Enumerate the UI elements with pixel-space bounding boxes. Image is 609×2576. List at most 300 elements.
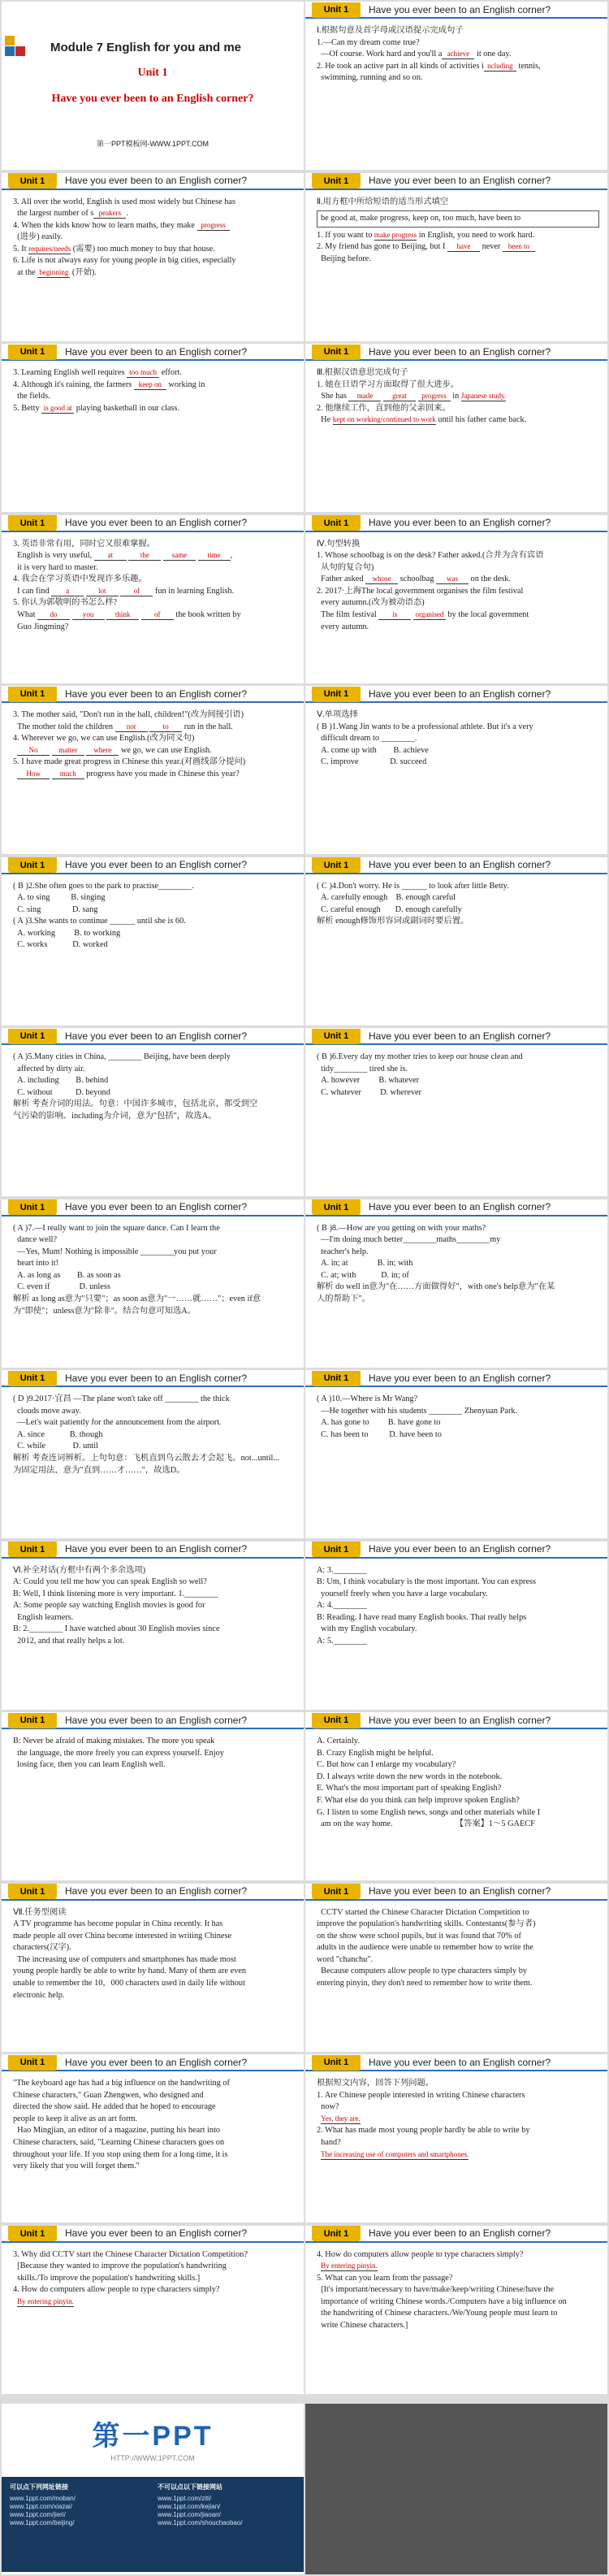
slide-header [2,515,304,532]
slide-body [2,1387,304,1477]
text-line: ( B )1.Wang Jin wants to be a professional athlete. But it's a very [317,722,533,731]
slide-body [305,1559,607,1648]
text-line: entering pinyin, they don't need to remember how to write them. [317,1979,533,1988]
text-line: ( B )2.She often goes to the park to practise________. [13,881,194,891]
unit-badge: Unit 1 [8,2226,57,2241]
text-line: 4. 我会在学习英语中发现许多乐趣。 [13,575,147,584]
text-line: B: Um, I think vocabulary is the most important. You can express [317,1577,536,1587]
text-line: By entering pinyin. [321,2262,378,2270]
text-line: Hao Mingjian, an editor of a magazine, putting his heart into [13,2126,221,2136]
footer-link[interactable]: www.1ppt.com/jieri/ [10,2511,66,2518]
slide-header [305,1712,607,1729]
text-line: 为"即使"；unless意为"除非"。结合句意可知选A。 [13,1306,197,1316]
exercise-slide [2,686,304,854]
text-line: C. But how can I enlarge my vocabulary? [317,1760,456,1770]
text-line: C. while D. until [13,1442,98,1451]
text-line: 气污染的影响。including为介词，意为"包括"，故选A。 [13,1111,217,1121]
text-line: English learners. [13,1612,74,1622]
unit-badge: Unit 1 [8,1713,57,1728]
slide-body [305,1216,607,1306]
text-line: 5. I have made great progress in Chinese this year.(对画线部分提问) [13,757,246,767]
slide-body [2,361,304,414]
text-line: the language, the more freely you can express yourself. Enjoy [13,1748,224,1758]
header-title: Have you ever been to an English corner? [65,687,248,700]
header-title: Have you ever been to an English corner? [369,687,551,700]
exercise-slide [2,1712,304,1880]
header-title: Have you ever been to an English corner? [65,859,248,870]
slide-header [2,2054,304,2071]
text-line: 为固定用法，意为"直到……才……"，故选D。 [13,1465,185,1475]
text-line: 3. 英语非常有用，同时它又很难掌握。 [13,539,156,549]
text-line: A: Could you tell me how you can speak English so well? [13,1577,207,1587]
footer-links-panel [2,2477,304,2572]
text-line: 解析 as long as意为"只要"；as soon as意为"一……就……"；even if意 [13,1295,261,1304]
text-line: am on the way home. 【答案】1～5 GAECF [317,1819,535,1829]
text-line: Ⅳ.句型转换 [317,539,361,549]
text-line: A. however B. whatever [317,1076,420,1086]
text-line: 5. Betty is good at playing basketball in our class. [13,403,180,413]
slide-body [305,2071,607,2161]
footer-link[interactable]: www.1ppt.com/xiazai/ [10,2503,72,2510]
header-title: Have you ever been to an English corner? [65,2227,248,2239]
footer-url[interactable]: HTTP://WWW.1PPT.COM [110,2454,195,2462]
text-line: Ⅲ.根据汉语意思完成句子 [317,368,408,377]
exercise-slide [305,686,607,854]
header-title: Have you ever been to an English corner? [369,1543,551,1555]
header-title: Have you ever been to an English corner? [369,175,551,186]
slide-header [305,1199,607,1216]
text-line: A. including B. behind [13,1076,109,1086]
exercise-slide [305,2,607,170]
text-line: importance of writing Chinese words./Computers have a big influence on [317,2296,567,2306]
logo-square-blue [5,46,15,56]
exercise-slide [305,1199,607,1368]
slide-body [305,190,607,266]
text-line: 1. Whose schoolbag is on the desk? Father asked.(合并为含有宾语 [317,551,544,561]
text-line: improve the population's handwriting skills. Contestants(参与者) [317,1919,536,1929]
text-line: skills./To improve the population's handwriting skills.] [13,2273,201,2283]
exercise-slide [2,1884,304,2052]
footer-slide [2,2404,304,2574]
text-line: clouds move away. [13,1406,81,1416]
exercise-slide [305,2054,607,2223]
text-line: A. since B. though [13,1429,103,1439]
footer-link[interactable]: www.1ppt.com/moban/ [10,2495,76,2502]
unit-badge: Unit 1 [312,1884,361,1899]
text-line: The increasing use of computers and smartphones has made most [13,1954,236,1964]
slide-header [305,515,607,532]
text-line: D. I always write down the new words in the notebook. [317,1772,503,1781]
text-line: 1. If you want to make progress in English, you need to work hard. [317,230,535,240]
unit-badge: Unit 1 [312,1713,361,1728]
header-title: Have you ever been to an English corner? [65,2056,248,2068]
text-line: A. Certainly. [317,1737,360,1746]
slide-header [2,1370,304,1387]
slide-body [2,1729,304,1772]
text-line: 4. Although it's raining, the farmers keep on working in [13,379,205,389]
exercise-slide [305,857,607,1026]
text-line: on the show were school pupils, but it was found that 70% of [317,1931,521,1941]
slide-body [305,703,607,769]
text-line: B: Never be afraid of making mistakes. The more you speak [13,1737,215,1746]
unit-badge: Unit 1 [312,1199,361,1215]
text-line: 2. 他继续工作，直到他的父亲回来。 [317,403,451,413]
text-line: 3. The mother said, "Don't run in the hall, children!"(改为间接引语) [13,710,244,719]
text-line: A. working B. to working [13,928,121,938]
text-line: 3. All over the world, English is used most widely but Chinese has [13,197,235,206]
unit-badge: Unit 1 [312,173,361,189]
text-line: C. improve D. succeed [317,757,427,767]
text-line: throughout your life. If you stop using them for a long time, it is [13,2149,228,2159]
slide-header [305,173,607,190]
title-slide [2,2,304,170]
text-line: A: 3.________ [317,1565,367,1575]
header-title: Have you ever been to an English corner? [65,1030,248,1042]
slide-body [2,703,304,781]
text-line: word "chanchu". [317,1954,374,1964]
exercise-slide [2,173,304,341]
slide-body [305,1901,607,1990]
unit-badge: Unit 1 [8,687,57,702]
text-line: (进步) easily. [13,232,63,242]
exercise-slide [2,1542,304,1710]
unit-title: Unit 1 [137,67,168,79]
unit-badge: Unit 1 [312,515,361,531]
slide-header [2,173,304,190]
text-line: Ⅶ.任务型阅读 [13,1907,67,1917]
slide-header [305,857,607,874]
exercise-slide [305,1884,607,2052]
exercise-slide [2,2054,304,2223]
footer-col1-title: 可以点下列网址链接 [10,2483,68,2491]
slide-header [305,686,607,703]
header-title: Have you ever been to an English corner? [369,2227,551,2239]
text-line: the handwriting of Chinese characters./We/Young people must learn to [317,2309,558,2318]
text-line: now? [317,2102,339,2112]
unit-badge: Unit 1 [312,1029,361,1044]
text-line: English is very useful, at the same time , [13,551,233,561]
exercise-slide [305,2226,607,2394]
header-title: Have you ever been to an English corner? [369,345,551,358]
text-line: at the beginning (开始). [13,268,97,278]
footer-logo: 第一PPT [92,2421,214,2452]
header-title: Have you ever been to an English corner? [369,2056,551,2068]
text-line: Guo Jingming? [13,622,69,631]
unit-badge: Unit 1 [8,515,57,531]
unit-badge: Unit 1 [312,687,361,702]
slide-header [305,344,607,361]
unit-badge: Unit 1 [312,2055,361,2071]
text-line: 5. 你认为郭敬明的书怎么样? [13,598,118,608]
header-title: Have you ever been to an English corner? [369,517,551,528]
text-line: The mother told the children not to run in the hall. [13,722,233,731]
unit-badge: Unit 1 [312,1542,361,1557]
footer-link[interactable]: www.1ppt.com/ziti/ [158,2495,212,2502]
footer-link[interactable]: www.1ppt.com/beijing/ [10,2519,75,2526]
text-line: 解析 考查介词的用法。句意：中国许多城市，包括北京，都受到空 [13,1099,258,1109]
slide-header [2,1542,304,1559]
text-line: B: 2.________ I have watched about 30 English movies since [13,1624,220,1634]
header-title: Have you ever been to an English corner? [369,1885,551,1897]
slide-body [2,1045,304,1123]
slide-body [2,190,304,280]
text-line: every autumn. [317,622,369,631]
slide-body [2,1901,304,2002]
text-line: 2. 2017·上海The local government organises the film festival [317,586,524,596]
unit-badge: Unit 1 [8,1371,57,1386]
text-line: 5. What can you learn from the passage? [317,2273,453,2283]
header-title: Have you ever been to an English corner? [65,345,248,358]
exercise-slide [305,1712,607,1880]
exercise-slide [305,515,607,683]
text-line: 根据短文内容，回答下列问题。 [317,2079,434,2088]
text-line: difficult dream to ________. [317,734,417,744]
footer-col2-title: 不可以点以下链接网站 [158,2483,222,2491]
text-line: 2. He took an active part in all kinds of activities i ncluding tennis, [317,61,541,71]
text-line: write Chinese characters.] [317,2321,408,2331]
text-line: 4. When the kids know how to learn maths, they make progress [13,220,296,232]
text-line: 4. Wherever we go, we can use English.(改为同义句) [13,734,195,744]
header-title: Have you ever been to an English corner? [65,517,248,528]
text-line: F. What else do you think can help improve spoken English? [317,1795,520,1805]
unit-badge: Unit 1 [312,857,361,873]
text-line: [Because they wanted to improve the population's handwriting [13,2262,227,2271]
text-line: He kept on working/continued to work until his father came back. [317,415,527,425]
text-line: people to keep it alive as an art form. [13,2114,137,2123]
text-line: By entering pinyin. [17,2296,74,2305]
text-line: ( B )6.Every day my mother tries to keep our house clean and [317,1052,523,1061]
slide-header [305,2054,607,2071]
header-title: Have you ever been to an English corner? [369,1201,551,1212]
text-line: Chinese characters, said, "Learning Chinese characters goes on [13,2137,225,2147]
text-line: yourself freely when you have a large vocabulary. [317,1589,488,1598]
text-line: —Let's wait patiently for the announcement from the airport. [13,1418,222,1428]
text-line: A TV programme has become popular in China recently. It has [13,1919,223,1929]
text-line: Ⅱ.用方框中所给短语的适当形式填空 [317,197,449,206]
header-title: Have you ever been to an English corner? [65,175,248,186]
text-line: ( A )10.—Where is Mr Wang? [317,1394,418,1403]
text-line: A: Some people say watching English movies is good for [13,1601,205,1611]
text-line: unable to remember the 10，000 characters used in daily life without [13,1979,245,1988]
exercise-slide [2,1028,304,1196]
slide-header [2,344,304,361]
exercise-slide [2,2226,304,2394]
text-line: 3. Learning English well requires too much effort. [13,368,182,377]
slide-body [305,19,607,85]
text-line: 2. What has made most young people hardly be able to write by [317,2126,530,2136]
text-line: Father asked whose schoolbag was on the desk. [317,575,512,584]
exercise-slide [2,344,304,512]
text-line: C. has been to D. have been to [317,1429,442,1439]
text-line: A. come up with B. achieve [317,745,429,755]
text-line: ( C )4.Don't worry. He is ______ to look after little Betty. [317,881,509,891]
header-title: Have you ever been to an English corner? [65,1714,248,1726]
slide-header [2,2226,304,2243]
text-line: 5. It requires/needs (需要) too much money to buy that house. [13,244,215,254]
text-line: ( B )8.—How are you getting on with your maths? [317,1223,486,1233]
exercise-slide [305,1370,607,1538]
text-line: the fields. [13,392,50,401]
text-line: The film festival is organised by the local government [317,610,529,620]
header-title: Have you ever been to an English corner? [65,1372,248,1384]
exercise-slide [2,1199,304,1368]
text-line: A: 5.________ [317,1637,367,1646]
text-line: Ⅰ.根据句意及首字母或汉语提示完成句子 [317,26,464,35]
slide-header [305,1884,607,1901]
logo-square-red [15,46,25,56]
slide-header [305,1028,607,1045]
slide-header [2,686,304,703]
text-line: E. What's the most important part of speaking English? [317,1784,502,1793]
header-title: Have you ever been to an English corner? [369,859,551,870]
text-line: A. as long as B. as soon as [13,1270,121,1280]
text-line: C. even if D. unless [13,1282,110,1292]
exercise-slide [305,344,607,512]
text-line: 4. How do computers allow people to type characters simply? [13,2285,220,2295]
slide-body [305,361,607,427]
text-line: C. sing D. sang [13,904,98,914]
text-line: B. Crazy English might be helpful. [317,1748,434,1758]
lesson-title: Have you ever been to an English corner? [51,93,254,105]
text-line: very likely that you will forget them." [13,2162,140,2171]
slide-body [2,2243,304,2309]
text-line: losing face, then you can learn English well. [13,1760,166,1770]
text-line: A. in; at B. in; with [317,1259,413,1268]
text-line: adults in the audience were unable to remember how to write the [317,1943,533,1953]
text-line: the largest number of s peakers . [13,209,128,219]
footer-link[interactable]: www.1ppt.com/kejian/ [158,2503,221,2510]
slide-body [305,1387,607,1441]
text-line: —He together with his students ________ Zhenyuan Park. [317,1406,518,1416]
unit-badge: Unit 1 [8,1199,57,1215]
text-line: Ⅴ.单项选择 [317,710,358,719]
text-line: 2. My friend has gone to Beijing, but I have never been to [317,241,599,254]
text-line: B: Reading. I have read many English books. That really helps [317,1612,527,1622]
header-title: Have you ever been to an English corner? [369,1372,551,1384]
unit-badge: Unit 1 [312,1371,361,1386]
header-title: Have you ever been to an English corner? [65,1885,248,1897]
text-line: 1.—Can my dream come true? [317,37,420,47]
text-line: it is very hard to master. [13,562,98,572]
text-line: teacher's help. [317,1247,369,1256]
unit-badge: Unit 1 [8,2055,57,2071]
slide-header [2,857,304,874]
text-line: affected by dirty air. [13,1064,85,1073]
slide-body [305,1045,607,1099]
text-line: 1. Are Chinese people interested in writing Chinese characters [317,2090,525,2100]
text-line: "The keyboard age has had a big influence on the handwriting of [13,2079,230,2088]
header-title: Have you ever been to an English corner? [65,1543,248,1555]
slide-header [2,1884,304,1901]
slide-body [305,1729,607,1831]
text-line: 解析 do well in意为"在……方面做得好"，with one's help意为"在某 [317,1282,555,1292]
exercise-slide [2,1370,304,1538]
unit-badge: Unit 1 [8,1029,57,1044]
text-line: A. to sing B. singing [13,893,106,903]
source-label: 第一PPT模板网-WWW.1PPT.COM [97,140,209,148]
text-line: Yes, they are. [321,2114,361,2123]
header-title: Have you ever been to an English corner? [369,1030,551,1042]
text-line: 6. Life is not always easy for young people in big cities, especially [13,256,236,266]
text-line: 1. 她在日语学习方面取得了很大进步。 [317,379,460,389]
exercise-slide [305,1028,607,1196]
text-line: No matter where we go, we can use English. [13,745,296,757]
text-line: 解析 考查连词辨析。上句句意：飞机直到乌云散去才会起飞。not...until... [13,1453,280,1463]
text-line: dance well? [13,1235,58,1245]
header-title: Have you ever been to an English corner? [65,1201,248,1212]
header-title: Have you ever been to an English corner? [369,3,551,15]
slide-body [2,1216,304,1318]
unit-badge: Unit 1 [8,173,57,189]
unit-badge: Unit 1 [8,1542,57,1557]
text-line: C. at; with D. in; of [317,1270,409,1280]
unit-badge: Unit 1 [312,2226,361,2241]
empty-slide [305,2404,607,2574]
text-line: —I'm doing much better________maths________my [317,1235,501,1245]
exercise-slide [2,515,304,683]
slide-body [305,532,607,634]
slide-body [2,1559,304,1648]
text-line: —Yes, Mum! Nothing is impossible ________you put your [13,1247,217,1256]
text-line: C. careful enough D. enough carefully [317,904,462,914]
unit-badge: Unit 1 [312,2,361,18]
text-line: She has made great progress in Japanese study. [317,392,507,401]
text-line: Chinese characters," Guan Zhengwen, who designed and [13,2090,204,2100]
exercise-slide [305,173,607,341]
exercise-slide [2,857,304,1026]
text-line: B: Well, I think listening more is very important. 1.________ [13,1589,218,1598]
logo-square-yellow [5,36,15,46]
text-line: A. has gone to B. have gone to [317,1418,441,1428]
text-line: The increasing use of computers and smartphones. [321,2149,469,2158]
unit-badge: Unit 1 [312,345,361,360]
text-line: with my English vocabulary. [317,1624,417,1634]
text-line: hand? [317,2137,341,2147]
text-line: made people all over China become interested in writing Chinese [13,1931,232,1941]
text-line: directed the show said. He added that he hoped to encourage [13,2102,216,2112]
exercise-slide [305,1542,607,1710]
slide-body [2,874,304,952]
slide-header [305,1542,607,1559]
text-line: 2012, and that really helps a lot. [13,1637,125,1646]
text-line: 解析 enough修饰形容词或副词时要后置。 [317,917,469,926]
unit-badge: Unit 1 [8,1884,57,1899]
unit-badge: Unit 1 [8,345,57,360]
text-line: 3. Why did CCTV start the Chinese Character Dictation Competition? [13,2249,248,2259]
text-line: every autumn.(改为被动语态) [317,598,425,608]
text-line: How much progress have you made in Chinese this year? [13,769,296,781]
text-line: What do you think of the book written by [13,610,241,620]
text-line: G. I listen to some English news, songs and other materials while I [317,1807,541,1817]
slide-body [305,874,607,928]
header-title: Have you ever been to an English corner? [369,1714,551,1726]
slide-body [305,2243,607,2332]
text-line: young people hardly be able to write by hand. Many of them are even [13,1967,247,1976]
text-line: electronic help. [13,1990,65,2000]
slide-header [2,1028,304,1045]
text-line: C. works D. worked [13,940,108,950]
slide-body [2,2071,304,2173]
text-line: ( D )9.2017·宜昌 —The plane won't take off ________ the thick [13,1394,230,1403]
text-line: 4. How do computers allow people to type characters simply? [317,2249,524,2259]
footer-link[interactable]: www.1ppt.com/shouchaobao/ [158,2519,243,2526]
text-line: Beijing before. [317,254,371,263]
text-line: ( A )7.—I really want to join the square dance. Can I learn the [13,1223,220,1233]
text-line: CCTV started the Chinese Character Dictation Competition to [317,1907,529,1917]
module-title: Module 7 English for you and me [50,41,242,54]
slide-header [2,1199,304,1216]
footer-link[interactable]: www.1ppt.com/jiaoan/ [158,2511,221,2518]
